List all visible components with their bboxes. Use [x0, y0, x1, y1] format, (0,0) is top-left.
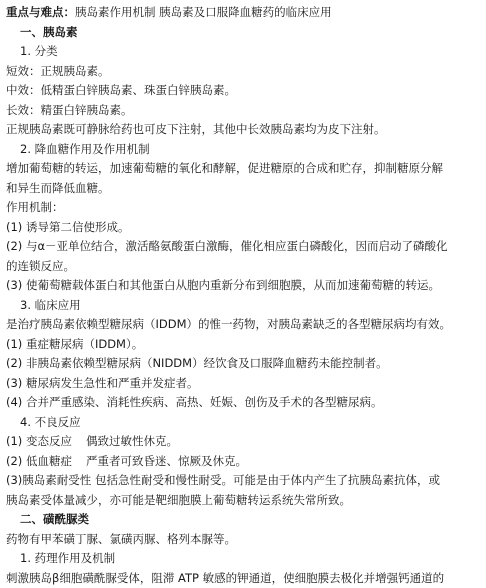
- clinical-item-1: (1) 重症糖尿病（IDDM）。: [6, 335, 480, 355]
- header-prefix: 重点与难点：: [6, 5, 75, 19]
- adverse-item-1-text: 偶致过敏性休克。: [86, 434, 178, 448]
- mechanism-item-1: (1) 诱导第二信使形成。: [6, 218, 480, 238]
- header-text: 胰岛素作用机制 胰岛素及口服降血糖药的临床应用: [75, 5, 332, 19]
- adverse-item-1-label: (1) 变态反应: [6, 434, 72, 448]
- subsection-1-3-title: 3. 临床应用: [6, 296, 480, 316]
- long-acting-line: 长效：精蛋白锌胰岛素。: [6, 101, 480, 121]
- mechanism-item-2-line-1: (2) 与α－亚单位结合，激活酪氨酸蛋白激酶，催化相应蛋白磷酸化，因而启动了磷酸化: [6, 237, 480, 257]
- short-acting-line: 短效：正规胰岛素。: [6, 62, 480, 82]
- section-2-title: 二、磺酰脲类: [6, 510, 480, 530]
- subsection-1-1-title: 1. 分类: [6, 42, 480, 62]
- effect-line-2: 和异生而降低血糖。: [6, 179, 480, 199]
- subsection-2-1-title: 1. 药理作用及机制: [6, 549, 480, 569]
- effect-line-1: 增加葡萄糖的转运，加速葡萄糖的氧化和酵解，促进糖原的合成和贮存，抑制糖原分解: [6, 159, 480, 179]
- subsection-1-2-title: 2. 降血糖作用及作用机制: [6, 140, 480, 160]
- clinical-intro-line: 是治疗胰岛素依赖型糖尿病（IDDM）的惟一药物，对胰岛素缺乏的各型糖尿病均有效。: [6, 315, 480, 335]
- adverse-item-3-line-1: (3)胰岛素耐受性 包括急性耐受和慢性耐受。可能是由于体内产生了抗胰岛素抗体，或: [6, 471, 480, 491]
- adverse-item-1: [6, 432, 480, 452]
- subsection-1-4-title: 4. 不良反应: [6, 413, 480, 433]
- section-1-title: 一、胰岛素: [6, 23, 480, 43]
- section-2-1-text: 刺激胰岛β细胞磺酰脲受体，阻滞 ATP 敏感的钾通道，使细胞膜去极化并增强钙通道的: [6, 569, 480, 588]
- adverse-item-2-text: 严重者可致昏迷、惊厥及休克。: [86, 454, 247, 468]
- adverse-item-2-label: (2) 低血糖症: [6, 454, 72, 468]
- clinical-item-4: (4) 合并严重感染、消耗性疾病、高热、妊娠、创伤及手术的各型糖尿病。: [6, 393, 480, 413]
- section-2-intro: 药物有甲苯磺丁脲、氯磺丙脲、格列本脲等。: [6, 530, 480, 550]
- mechanism-item-3: (3) 使葡萄糖载体蛋白和其他蛋白从胞内重新分布到细胞膜，从而加速葡萄糖的转运。: [6, 276, 480, 296]
- adverse-item-2: [6, 452, 480, 472]
- adverse-item-3-line-2: 胰岛素受体量减少，亦可能是靶细胞膜上葡萄糖转运系统失常所致。: [6, 491, 480, 511]
- clinical-item-3: (3) 糖尿病发生急性和严重并发症者。: [6, 374, 480, 394]
- header-line: [6, 3, 480, 23]
- mechanism-item-2-line-2: 的连锁反应。: [6, 257, 480, 277]
- mid-acting-line: 中效：低精蛋白锌胰岛素、珠蛋白锌胰岛素。: [6, 81, 480, 101]
- mechanism-title: 作用机制：: [6, 198, 480, 218]
- route-note-line: 正规胰岛素既可静脉给药也可皮下注射，其他中长效胰岛素均为皮下注射。: [6, 120, 480, 140]
- clinical-item-2: (2) 非胰岛素依赖型糖尿病（NIDDM）经饮食及口服降血糖药未能控制者。: [6, 354, 480, 374]
